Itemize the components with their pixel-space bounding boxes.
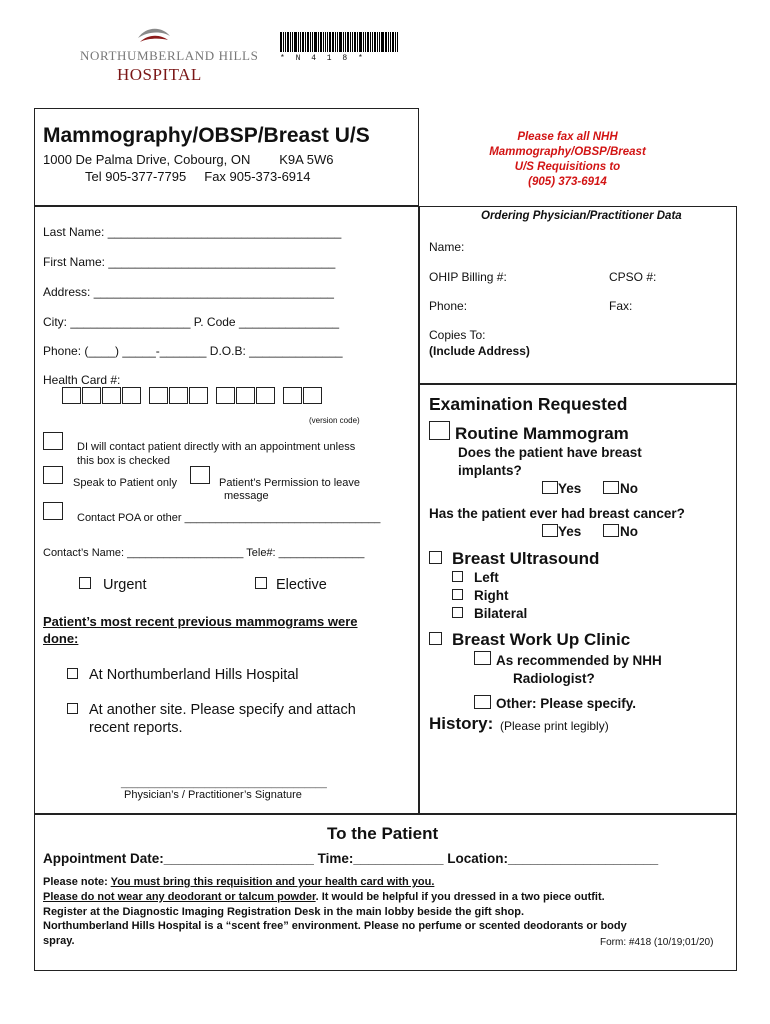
di-contact-label: DI will contact patient directly with an appointment unless [77, 441, 356, 453]
recommended-label: As recommended by NHH [496, 653, 662, 668]
breast-ultrasound-label: Breast Ultrasound [452, 549, 600, 568]
phone-dob-field[interactable]: Phone: (____) _____-_______ D.O.B: ______________ [43, 344, 343, 358]
hospital-logo-icon [134, 20, 174, 46]
barcode-bar [283, 32, 284, 52]
hc-digit-box[interactable] [102, 387, 121, 404]
barcode-bar [392, 32, 394, 52]
fax-line3: U/S Requisitions to [514, 161, 621, 173]
barcode-bar [337, 32, 338, 52]
hc-version-box[interactable] [303, 387, 322, 404]
last-name-field[interactable]: Last Name: ___________________________________ [43, 225, 342, 239]
barcode-bar [343, 32, 344, 52]
right-checkbox[interactable] [452, 589, 463, 600]
barcode-bar [385, 32, 387, 52]
hc-digit-box[interactable] [62, 387, 81, 404]
at-other-site-label: At another site. Please specify and attach [89, 702, 356, 718]
breast-ultrasound-checkbox[interactable] [429, 551, 442, 564]
barcode-bar [388, 32, 389, 52]
history-note: (Please print legibly) [500, 719, 609, 733]
speak-patient-checkbox[interactable] [43, 466, 63, 484]
logo-line1: NORTHUMBERLAND HILLS [80, 48, 259, 63]
barcode-bar [397, 32, 398, 52]
barcode-bar [285, 32, 286, 52]
right-label: Right [474, 588, 509, 603]
barcode-bar [290, 32, 291, 52]
cancer-yes-label: Yes [558, 524, 582, 539]
bilateral-checkbox[interactable] [452, 607, 463, 618]
hospital-phones: Tel 905-377-7795 Fax 905-373-6914 [85, 169, 311, 184]
note-line [43, 876, 434, 888]
ohip-billing-field[interactable]: OHIP Billing #: [429, 270, 507, 284]
first-name-field[interactable]: First Name: __________________________________ [43, 255, 336, 269]
barcode-bar [329, 32, 331, 52]
contact-name-field[interactable]: Contact’s Name: ___________________ Tele#: ______________ [43, 547, 365, 559]
barcode-bar [323, 32, 324, 52]
to-patient-heading: To the Patient [327, 824, 439, 843]
at-other-site-label2: recent reports. [89, 720, 183, 736]
bilateral-label: Bilateral [474, 606, 528, 621]
hc-digit-box[interactable] [236, 387, 255, 404]
physician-name-field[interactable]: Name: [429, 240, 465, 254]
hc-digit-box[interactable] [256, 387, 275, 404]
history-label: History: [429, 714, 494, 733]
barcode-text: * N 4 1 8 * [280, 54, 366, 63]
include-address-note: (Include Address) [429, 344, 530, 358]
barcode-bar [294, 32, 297, 52]
barcode-bar [370, 32, 371, 52]
fax-line1: Please fax all NHH [517, 131, 618, 143]
barcode-bar [354, 32, 356, 52]
barcode-bar [365, 32, 366, 52]
signature-label: Physician’s / Practitioner’s Signature [124, 789, 302, 801]
copies-to-field[interactable]: Copies To: [429, 328, 486, 342]
hc-digit-box[interactable] [169, 387, 188, 404]
hc-digit-box[interactable] [149, 387, 168, 404]
barcode-bar [325, 32, 326, 52]
city-postal-field[interactable]: City: __________________ P. Code _______________ [43, 315, 340, 329]
workup-clinic-label: Breast Work Up Clinic [452, 630, 631, 649]
barcode-bar [352, 32, 353, 52]
barcode-bar [300, 32, 301, 52]
di-contact-checkbox[interactable] [43, 432, 63, 450]
cancer-no-checkbox[interactable] [603, 524, 619, 537]
barcode-bar [292, 32, 293, 52]
hc-version-box[interactable] [283, 387, 302, 404]
hc-digit-box[interactable] [82, 387, 101, 404]
cancer-no-label: No [620, 524, 638, 539]
address-field[interactable]: Address: ____________________________________ [43, 285, 334, 299]
implants-question: Does the patient have breast [458, 445, 642, 460]
scent-free-line: Northumberland Hills Hospital is a “scent free” environment. Please no perfume or scented deodorants or body [43, 920, 627, 932]
barcode-bar [339, 32, 342, 52]
barcode-bar [379, 32, 380, 52]
logo-line2: HOSPITAL [117, 65, 202, 84]
implants-no-label: No [620, 481, 638, 496]
appointment-line[interactable]: Appointment Date:____________________ Time:____________ Location:____________________ [43, 851, 659, 866]
recent-mammograms-heading2: done: [43, 631, 79, 646]
cancer-yes-checkbox[interactable] [542, 524, 558, 537]
barcode-bar [320, 32, 322, 52]
permission-checkbox[interactable] [190, 466, 210, 484]
signature-line[interactable]: _____________________________________ [121, 778, 327, 789]
recent-mammograms-heading: Patient’s most recent previous mammograms were [43, 614, 358, 629]
barcode-bar [372, 32, 373, 52]
note-requisition: You must bring this requisition and your health card with you. [110, 876, 435, 888]
form-title: Mammography/OBSP/Breast U/S [43, 124, 370, 147]
barcode-bar [390, 32, 391, 52]
barcode-bar [307, 32, 309, 52]
barcode-bar [350, 32, 351, 52]
barcode-bar [332, 32, 334, 52]
barcode-bar [312, 32, 313, 52]
barcode-bar [287, 32, 289, 52]
hc-digit-box[interactable] [189, 387, 208, 404]
note-prefix: Please note: [43, 876, 111, 888]
register-line: Register at the Diagnostic Imaging Registration Desk in the main lobby beside the gift shop. [43, 906, 525, 918]
urgent-checkbox[interactable] [79, 577, 91, 589]
barcode-bar [335, 32, 336, 52]
elective-checkbox[interactable] [255, 577, 267, 589]
barcode-bar [395, 32, 396, 52]
permission-label: Patient’s Permission to leave [219, 477, 361, 489]
cancer-question: Has the patient ever had breast cancer? [429, 506, 685, 521]
spray-line: spray. [43, 935, 75, 947]
di-contact-label2: this box is checked [77, 455, 170, 467]
fax-notice [455, 130, 680, 190]
deodorant-line [43, 891, 605, 903]
fax-line2: Mammography/OBSP/Breast [489, 146, 646, 158]
speak-patient-label: Speak to Patient only [73, 477, 177, 489]
implants-yes-label: Yes [558, 481, 582, 496]
barcode-bar [377, 32, 378, 52]
barcode-bar [314, 32, 317, 52]
version-code-label: (version code) [309, 416, 360, 425]
barcode-bar [363, 32, 364, 52]
barcode-bar [359, 32, 362, 52]
recommended-label2: Radiologist? [513, 671, 595, 686]
health-card-label: Health Card #: [43, 373, 121, 387]
recommended-checkbox[interactable] [474, 651, 491, 665]
contact-poa-label: Contact POA or other ________________________________ [77, 512, 381, 524]
other-checkbox[interactable] [474, 695, 491, 709]
left-label: Left [474, 570, 499, 585]
implants-question2: implants? [458, 463, 522, 478]
barcode-bar [298, 32, 299, 52]
fax-line4: (905) 373-6914 [528, 176, 607, 188]
barcode-bar [318, 32, 319, 52]
exam-heading: Examination Requested [429, 394, 628, 414]
at-other-site-checkbox[interactable] [67, 703, 78, 714]
urgent-label: Urgent [103, 577, 147, 593]
deodorant-rest: . It would be helpful if you dressed in a two piece outfit. [315, 891, 605, 903]
hc-digit-box[interactable] [216, 387, 235, 404]
at-nhh-checkbox[interactable] [67, 668, 78, 679]
barcode-bar [347, 32, 349, 52]
hc-digit-box[interactable] [122, 387, 141, 404]
deodorant-warning: Please do not wear any deodorant or talcum powder [43, 891, 316, 903]
cpso-field[interactable]: CPSO #: [609, 270, 657, 284]
elective-label: Elective [276, 577, 327, 593]
physician-phone-field[interactable]: Phone: [429, 299, 468, 313]
hospital-address: 1000 De Palma Drive, Cobourg, ON K9A 5W6 [43, 152, 334, 167]
barcode-bar [374, 32, 376, 52]
form-number: Form: #418 (10/19;01/20) [600, 937, 714, 948]
implants-no-checkbox[interactable] [603, 481, 619, 494]
left-checkbox[interactable] [452, 571, 463, 582]
permission-label2: message [224, 490, 269, 502]
barcode-bar [381, 32, 384, 52]
physician-fax-field[interactable]: Fax: [609, 299, 633, 313]
physician-heading: Ordering Physician/Practitioner Data [481, 210, 682, 222]
at-nhh-label: At Northumberland Hills Hospital [89, 667, 299, 683]
contact-poa-checkbox[interactable] [43, 502, 63, 520]
barcode-bar [280, 32, 282, 52]
barcode-bar [302, 32, 304, 52]
health-card-boxes[interactable] [62, 387, 323, 409]
routine-mammogram-label: Routine Mammogram [455, 424, 629, 443]
barcode-bar [310, 32, 311, 52]
barcode [280, 32, 399, 52]
barcode-bar [305, 32, 306, 52]
implants-yes-checkbox[interactable] [542, 481, 558, 494]
barcode-bar [357, 32, 358, 52]
other-label: Other: Please specify. [496, 696, 637, 711]
routine-mammogram-checkbox[interactable] [429, 421, 450, 440]
barcode-bar [367, 32, 369, 52]
workup-clinic-checkbox[interactable] [429, 632, 442, 645]
barcode-bar [327, 32, 328, 52]
barcode-bar [345, 32, 346, 52]
